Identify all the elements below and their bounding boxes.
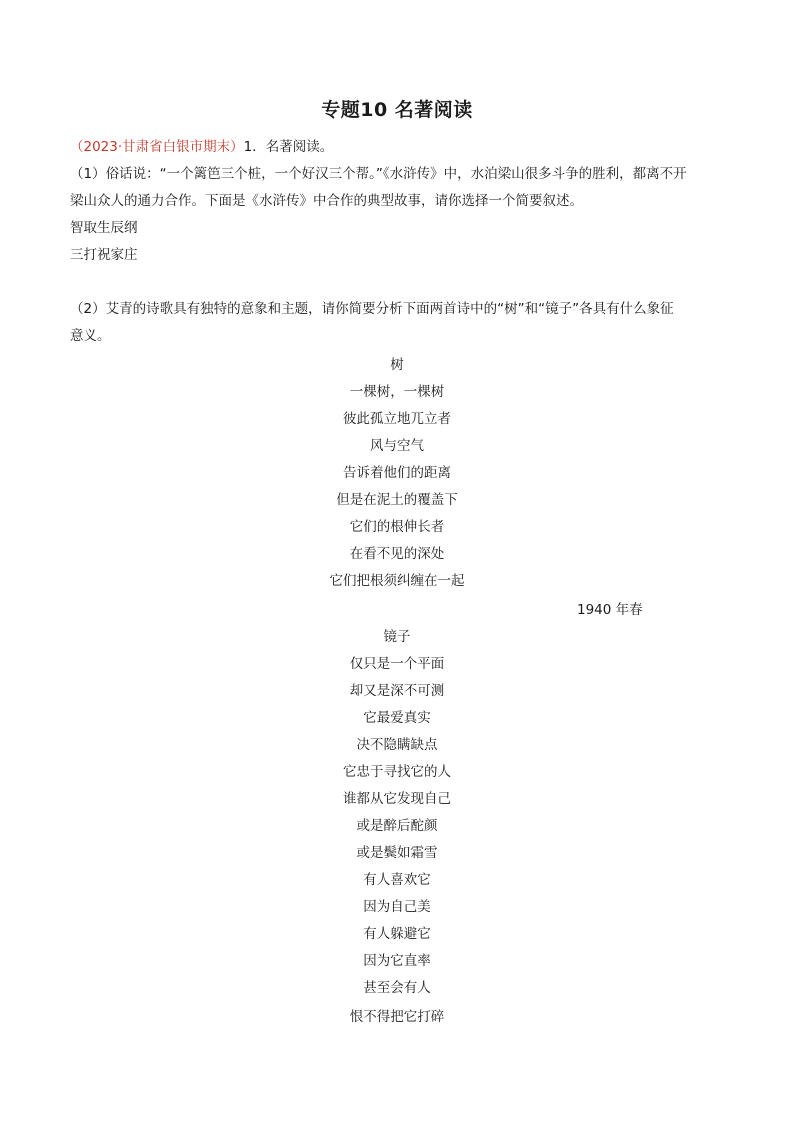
- poem-tree-line: 它们的根伸长者: [349, 519, 445, 535]
- poem-mirror-line: 它最爱真实: [363, 710, 431, 726]
- poem-tree-title: 树: [390, 357, 404, 373]
- poem-mirror-line: 它忠于寻找它的人: [343, 764, 451, 780]
- part2-text-line1: （2）艾青的诗歌具有独特的意象和主题，请你简要分析下面两首诗中的“树”和“镜子”各具有什么象征: [70, 301, 674, 317]
- poem-tree-line: 一棵树，一棵树: [349, 384, 445, 400]
- poem-tree-line: 但是在泥土的覆盖下: [336, 492, 458, 508]
- poem-mirror-title: 镜子: [383, 629, 411, 645]
- poem-tree-date: 1940 年春: [577, 602, 643, 618]
- poem-mirror-line: 有人喜欢它: [363, 872, 431, 888]
- poem-mirror-line: 谁都从它发现自己: [343, 791, 451, 807]
- poem-tree-line: 风与空气: [370, 438, 424, 454]
- poem-mirror-line: 仅只是一个平面: [349, 656, 445, 672]
- poem-mirror-line: 因为自己美: [363, 899, 431, 915]
- poem-mirror-line: 或是鬓如霜雪: [356, 845, 438, 861]
- poem-mirror-line: 有人躲避它: [363, 926, 431, 942]
- option-item: 三打祝家庄: [70, 247, 138, 263]
- poem-tree-line: 在看不见的深处: [349, 546, 445, 562]
- poem-mirror-line: 因为它直率: [363, 953, 431, 969]
- poem-mirror-line: 或是醉后酡颜: [356, 818, 438, 834]
- poem-mirror-line: 恨不得把它打碎: [349, 1009, 445, 1025]
- part1-text-line2: 梁山众人的通力合作。下面是《水浒传》中合作的典型故事，请你选择一个简要叙述。: [70, 193, 583, 209]
- question-source: （2023·甘肃省白银市期末）: [70, 139, 244, 155]
- question-1-header: [70, 135, 333, 155]
- option-item: 智取生辰纲: [70, 220, 138, 236]
- poem-tree-line: 它们把根须纠缠在一起: [329, 573, 465, 589]
- part2-text-line2: 意义。: [70, 328, 111, 344]
- poem-mirror-line: 甚至会有人: [363, 980, 431, 996]
- page-title: 专题10 名著阅读: [321, 99, 473, 121]
- poem-mirror-line: 却又是深不可测: [349, 683, 445, 699]
- poem-tree-line: 彼此孤立地兀立者: [343, 411, 451, 427]
- poem-mirror-line: 决不隐瞒缺点: [356, 737, 438, 753]
- poem-tree-line: 告诉着他们的距离: [343, 465, 451, 481]
- part1-text-line1: （1）俗话说：“一个篱笆三个桩，一个好汉三个帮。”《水浒传》中，水泊梁山很多斗争的胜利，都离不开: [70, 166, 687, 182]
- question-stem: 1．名著阅读。: [243, 139, 334, 155]
